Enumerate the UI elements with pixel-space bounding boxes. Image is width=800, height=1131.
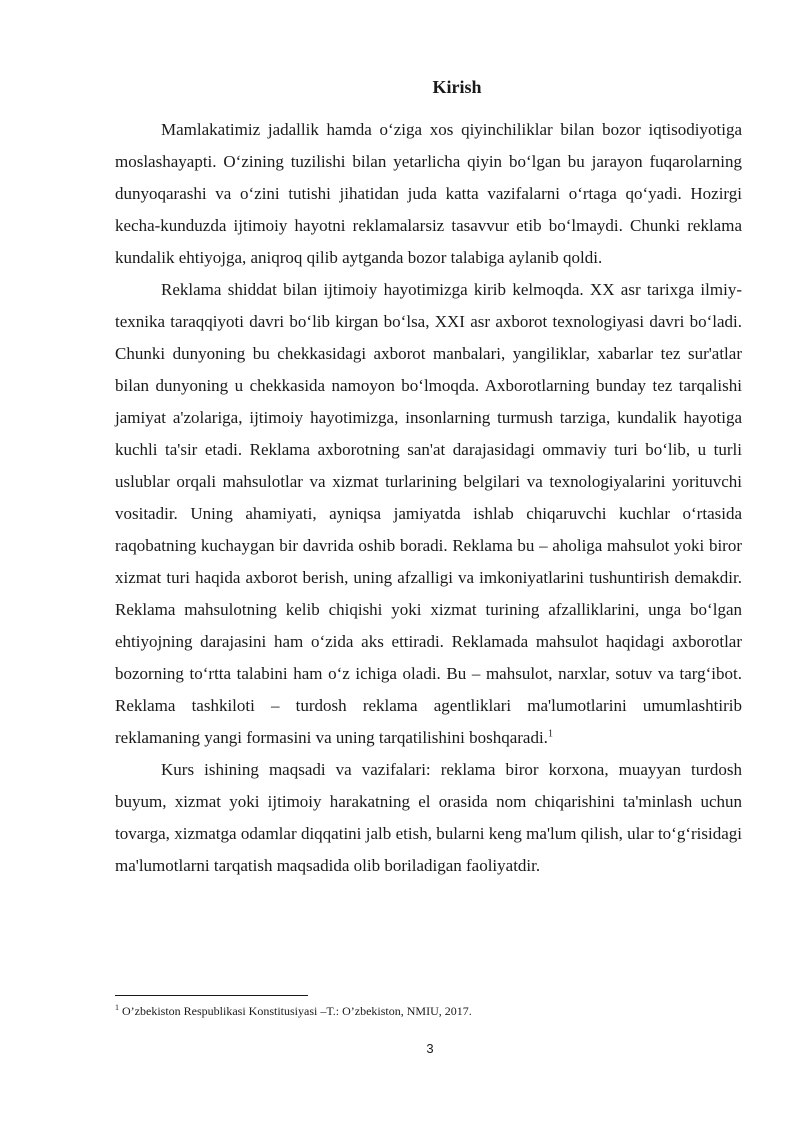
footnote-reference[interactable]: 1 [547, 728, 553, 740]
page-title: Kirish [432, 77, 482, 97]
footnote-divider [115, 995, 308, 996]
footnote [115, 1002, 745, 1020]
paragraph-intro: Mamlakatimiz jadallik hamda o‘ziga xos qiyinchiliklar bilan bozor iqtisodiyotiga moslashayapti. O‘zining tuzilishi bilan yetarlicha qiyin bo‘lgan bu jarayon fuqarolarning dunyoqarashi va o‘zini tutishi jihatidan juda katta vazifalarni o‘rtaga qo‘yadi. Hozirgi kecha-kunduzda ijtimoiy hayotni reklamalarsiz tasavvur etib bo‘lmaydi. Chunki reklama kundalik ehtiyojga, aniqroq qilib aytganda bozor talabiga aylanib qoldi. [115, 120, 742, 267]
document-body [115, 114, 742, 882]
paragraph-advertising-text: Reklama shiddat bilan ijtimoiy hayotimizga kirib kelmoqda. XX asr tarixga ilmiy-texnika taraqqiyoti davri bo‘lib kirgan bo‘lsa, XXI asr axborot texnologiyasi davri bo‘ladi. Chunki dunyoning bu chekkasidagi axborot manbalari, yangiliklar, xabarlar tez sur'atlar bilan dunyoning u chekkasida namoyon bo‘lmoqda. Axborotlarning bunday tez tarqalishi jamiyat a'zolariga, ijtimoiy hayotimizga, insonlarning turmush tarziga, kundalik hayotiga kuchli ta'sir etadi. Reklama axborotning san'at darajasidagi ommaviy turi bo‘lib, u turli uslublar orqali mahsulotlar va xizmat turlarining belgilari va texnologiyalarini yorituvchi vositadir. Uning ahamiyati, ayniqsa jamiyatda ishlab chiqaruvchi kuchlar o‘rtasida raqobatning kuchaygan bir davrida oshib boradi. Reklama bu – aholiga mahsulot yoki biror xizmat turi haqida axborot berish, uning afzalligi va imkoniyatlarini tushuntirish demakdir. Reklama mahsulotning kelib chiqishi yoki xizmat turining afzalliklarini, unga bo‘lgan ehtiyojning darajasini ham o‘zida aks ettiradi. Reklamada mahsulot haqidagi axborotlar bozorning to‘rtta talabini ham o‘z ichiga oladi. Bu – mahsulot, narxlar, sotuv va targ‘ibot. Reklama tashkiloti – turdosh reklama agentliklari ma'lumotlarini umumlashtirib reklamaning yangi formasini va uning tarqatilishini boshqaradi. [115, 280, 742, 747]
paragraph-goals: Kurs ishining maqsadi va vazifalari: reklama biror korxona, muayyan turdosh buyum, xizmat yoki ijtimoiy harakatning el orasida nom chiqarishini ta'minlash uchun tovarga, xizmatga odamlar diqqatini jalb etish, bularni keng ma'lum qilish, ular to‘g‘risidagi ma'lumotlarni tarqatish maqsadida olib boriladigan faoliyatdir. [115, 760, 742, 875]
footnote-text: O’zbekiston Respublikasi Konstitusiyasi –T.: O’zbekiston, NMIU, 2017. [122, 1004, 472, 1018]
footnote-marker: 1 [115, 1003, 119, 1012]
page-number: 3 [426, 1041, 434, 1056]
paragraph-advertising [115, 274, 742, 754]
